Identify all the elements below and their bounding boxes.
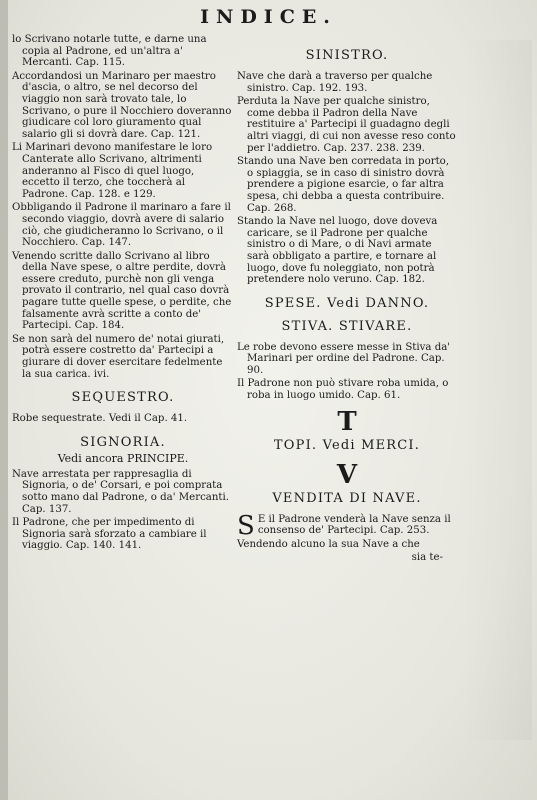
- index-entry: Li Marinari devono manifestare le loro Canterate allo Scrivano, altrimenti anderanno al Fisco di quel luogo, eccetto il terzo, che toccherà al Padrone. Cap. 128. e 129.: [12, 142, 213, 200]
- section-heading-vendita: VENDITA DI NAVE.: [272, 490, 422, 506]
- index-entry: Il Padrone, che per impedimento di Signoria sarà sforzato a cambiare il viaggio. Cap. 140. 141.: [12, 517, 207, 552]
- index-entry: Nave arrestata per rappresaglia di Signoria, o de' Corsari, e poi comprata sotto mano dal Padrone, o da' Mercanti. Cap. 137.: [12, 468, 230, 515]
- left-column: [12, 34, 234, 554]
- section-heading-sequestro: SEQUESTRO.: [71, 390, 175, 406]
- letter-divider-t: T: [337, 406, 357, 437]
- section-subheading-signoria: Vedi ancora PRINCIPE.: [57, 451, 189, 465]
- page-edge-shadow: [462, 40, 532, 740]
- index-entry: Perduta la Nave per qualche sinistro, come debba il Padron della Nave restituire a' Partecipi il guadagno degli altri viaggi, di cui non avesse reso conto per l'addietro. Cap. 237. 238. 239.: [237, 96, 456, 154]
- catchword: sia te-: [411, 552, 443, 564]
- page-spine-shadow: [0, 0, 8, 800]
- index-entry: Venendo scritte dallo Scrivano al libro della Nave spese, o altre perdite, dovrà essere creduto, purchè non gli venga provato il contrario, nel qual caso dovrà pagare tutte quelle spese, o perdite, che falsamente avrà scritte a conto de' Partecipi. Cap. 184.: [12, 250, 232, 332]
- page-header: INDICE.: [200, 6, 337, 28]
- index-entry: Nave che darà a traverso per qualche sinistro. Cap. 192. 193.: [237, 71, 433, 94]
- index-entry: Robe sequestrate. Vedi il Cap. 41.: [12, 413, 188, 425]
- index-entry: Accordandosi un Marinaro per maestro d'ascia, o altro, se nel decorso del viaggio non sarà trovato tale, lo Scrivano, o pure il Nocchiero doveranno giudicare col loro giuramento qual salario gli si dovrà dare. Cap. 121.: [12, 70, 232, 140]
- section-heading-topi: TOPI. Vedi MERCI.: [273, 437, 421, 453]
- index-entry: lo Scrivano notarle tutte, e darne una copia al Padrone, ed un'altra a' Mercanti. Cap. 115.: [12, 34, 207, 69]
- right-column: [237, 34, 457, 563]
- index-entry-text: E il Padrone venderà la Nave senza il consenso de' Partecipi. Cap. 253.: [257, 513, 451, 537]
- index-entry: Stando la Nave nel luogo, dove doveva caricare, se il Padrone per qualche sinistro o di Mare, o di Navi armate sarà obbligato a partire, e tornare al luogo, dove fu noleggiato, non potrà pretendere nolo veruno. Cap. 182.: [237, 216, 438, 286]
- section-heading-spese: SPESE. Vedi DANNO.: [264, 295, 430, 311]
- index-entry: Se non sarà del numero de' notai giurati, potrà essere costretto da' Partecipi a giurare di dover esercitare fedelmente la sua carica. ivi.: [12, 333, 225, 380]
- index-entry: Obbligando il Padrone il marinaro a fare il secondo viaggio, dovrà avere di salario ciò, che giudicheranno lo Scrivano, o il Nocchiero. Cap. 147.: [12, 202, 231, 249]
- index-entry: Il Padrone non può stivare roba umida, o roba in luogo umido. Cap. 61.: [237, 378, 449, 402]
- section-heading-stiva: STIVA. STIVARE.: [281, 318, 413, 334]
- section-heading-signoria: SIGNORIA.: [80, 434, 166, 450]
- index-entry: Le robe devono essere messe in Stiva da' Marinari per ordine del Padrone. Cap. 90.: [237, 341, 451, 376]
- letter-divider-v: V: [336, 459, 358, 490]
- index-entry-dropcap: [237, 510, 457, 541]
- index-entry: Vendendo alcuno la sua Nave a che: [237, 538, 420, 550]
- drop-cap-letter: S: [237, 510, 255, 541]
- index-entry: Stando una Nave ben corredata in porto, o spiaggia, se in caso di sinistro dovrà prendere a pigione esarcie, o far altra spesa, chi debba a questa contribuire. Cap. 268.: [237, 156, 450, 214]
- section-heading-sinistro: SINISTRO.: [305, 48, 389, 63]
